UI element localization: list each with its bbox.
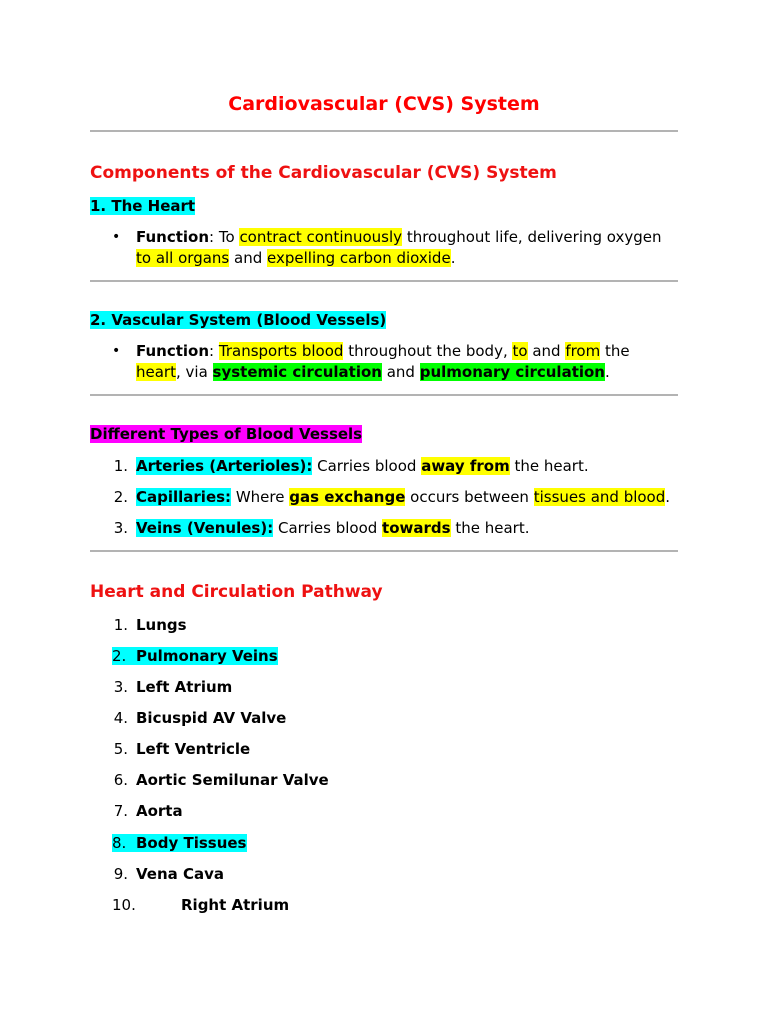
pathway-item-highlighted xyxy=(112,833,247,854)
list-number: 6. xyxy=(113,771,128,789)
vascular-label-text: 2. Vascular System (Blood Vessels) xyxy=(90,311,387,329)
text-run: Carries blood xyxy=(273,519,383,537)
list-number: 10. xyxy=(112,896,136,914)
pathway-item: Bicuspid AV Valve xyxy=(136,709,287,727)
text-run: . xyxy=(665,488,671,506)
highlight-run: contract continuously xyxy=(239,228,403,246)
highlight-run: pulmonary circulation xyxy=(419,363,605,381)
divider xyxy=(90,550,678,552)
pathway-item: Vena Cava xyxy=(136,865,225,883)
text-run: : To xyxy=(209,228,240,246)
list-number: 5. xyxy=(113,740,128,758)
pathway-item: Aortic Semilunar Valve xyxy=(136,771,329,789)
text-run: occurs between xyxy=(405,488,534,506)
highlight-run xyxy=(112,647,278,665)
vessel-name: Arteries (Arterioles): xyxy=(136,457,313,475)
heart-function-line-2 xyxy=(136,248,455,269)
heart-label xyxy=(90,196,195,216)
text-run: Carries blood xyxy=(312,457,422,475)
vascular-function-line-2 xyxy=(136,362,610,383)
list-number: 2. xyxy=(112,647,127,665)
function-word: Function xyxy=(136,228,210,246)
heart-label-text: 1. The Heart xyxy=(90,197,196,215)
text-run: and xyxy=(381,363,420,381)
highlight-run: from xyxy=(565,342,601,360)
pathway-label: Body Tissues xyxy=(136,834,247,852)
text-run: : xyxy=(209,342,219,360)
list-number: 3. xyxy=(113,678,128,696)
bullet-dot: • xyxy=(112,229,121,245)
bullet-dot: • xyxy=(112,343,121,359)
divider xyxy=(90,130,678,132)
highlight-run: systemic circulation xyxy=(212,363,382,381)
vessel-item-veins xyxy=(136,518,529,539)
pathway-item-highlighted xyxy=(112,646,278,667)
text-run: the heart. xyxy=(509,457,589,475)
vessel-name: Veins (Venules): xyxy=(136,519,274,537)
pathway-label: Pulmonary Veins xyxy=(136,647,278,665)
text-run: the xyxy=(600,342,630,360)
pathway-item: Aorta xyxy=(136,802,183,820)
text-run: Where xyxy=(231,488,290,506)
function-word: Function xyxy=(136,342,210,360)
pathway-item: Left Ventricle xyxy=(136,740,251,758)
list-number: 4. xyxy=(113,709,128,727)
pathway-item: Lungs xyxy=(136,616,187,634)
vessels-label-text: Different Types of Blood Vessels xyxy=(90,425,363,443)
vessel-name: Capillaries: xyxy=(136,488,232,506)
list-number: 3. xyxy=(113,519,128,537)
pathway-item: Left Atrium xyxy=(136,678,233,696)
list-number: 1. xyxy=(113,616,128,634)
highlight-run: to all organs xyxy=(136,249,230,267)
divider xyxy=(90,394,678,396)
page-title: Cardiovascular (CVS) System xyxy=(228,93,540,115)
highlight-run: expelling carbon dioxide xyxy=(267,249,451,267)
pathway-heading: Heart and Circulation Pathway xyxy=(90,582,383,602)
text-run: , via xyxy=(175,363,213,381)
text-run: and xyxy=(229,249,268,267)
pathway-item: Right Atrium xyxy=(181,896,290,914)
text-run: throughout life, delivering oxygen xyxy=(402,228,662,246)
text-run: the heart. xyxy=(450,519,530,537)
vessel-item-capillaries xyxy=(136,487,670,508)
list-number: 9. xyxy=(113,865,128,883)
highlight-run: away from xyxy=(421,457,510,475)
highlight-run: towards xyxy=(382,519,451,537)
list-number: 7. xyxy=(113,802,128,820)
highlight-run: gas exchange xyxy=(289,488,406,506)
text-run: . xyxy=(450,249,456,267)
highlight-run: Transports blood xyxy=(218,342,344,360)
highlight-run xyxy=(112,834,247,852)
divider xyxy=(90,280,678,282)
highlight-run: heart xyxy=(136,363,176,381)
text-run: and xyxy=(527,342,566,360)
text-run: . xyxy=(605,363,610,381)
vascular-function-line-1 xyxy=(136,341,630,362)
highlight-run: to xyxy=(512,342,528,360)
vascular-label xyxy=(90,310,386,330)
list-number: 2. xyxy=(113,488,128,506)
list-number: 8. xyxy=(112,834,127,852)
vessels-label xyxy=(90,424,362,444)
list-number: 1. xyxy=(113,457,128,475)
components-heading: Components of the Cardiovascular (CVS) System xyxy=(90,163,557,183)
heart-function-line-1 xyxy=(136,227,662,248)
vessel-item-arteries xyxy=(136,456,589,477)
highlight-run: tissues and blood xyxy=(533,488,666,506)
text-run: throughout the body, xyxy=(343,342,513,360)
